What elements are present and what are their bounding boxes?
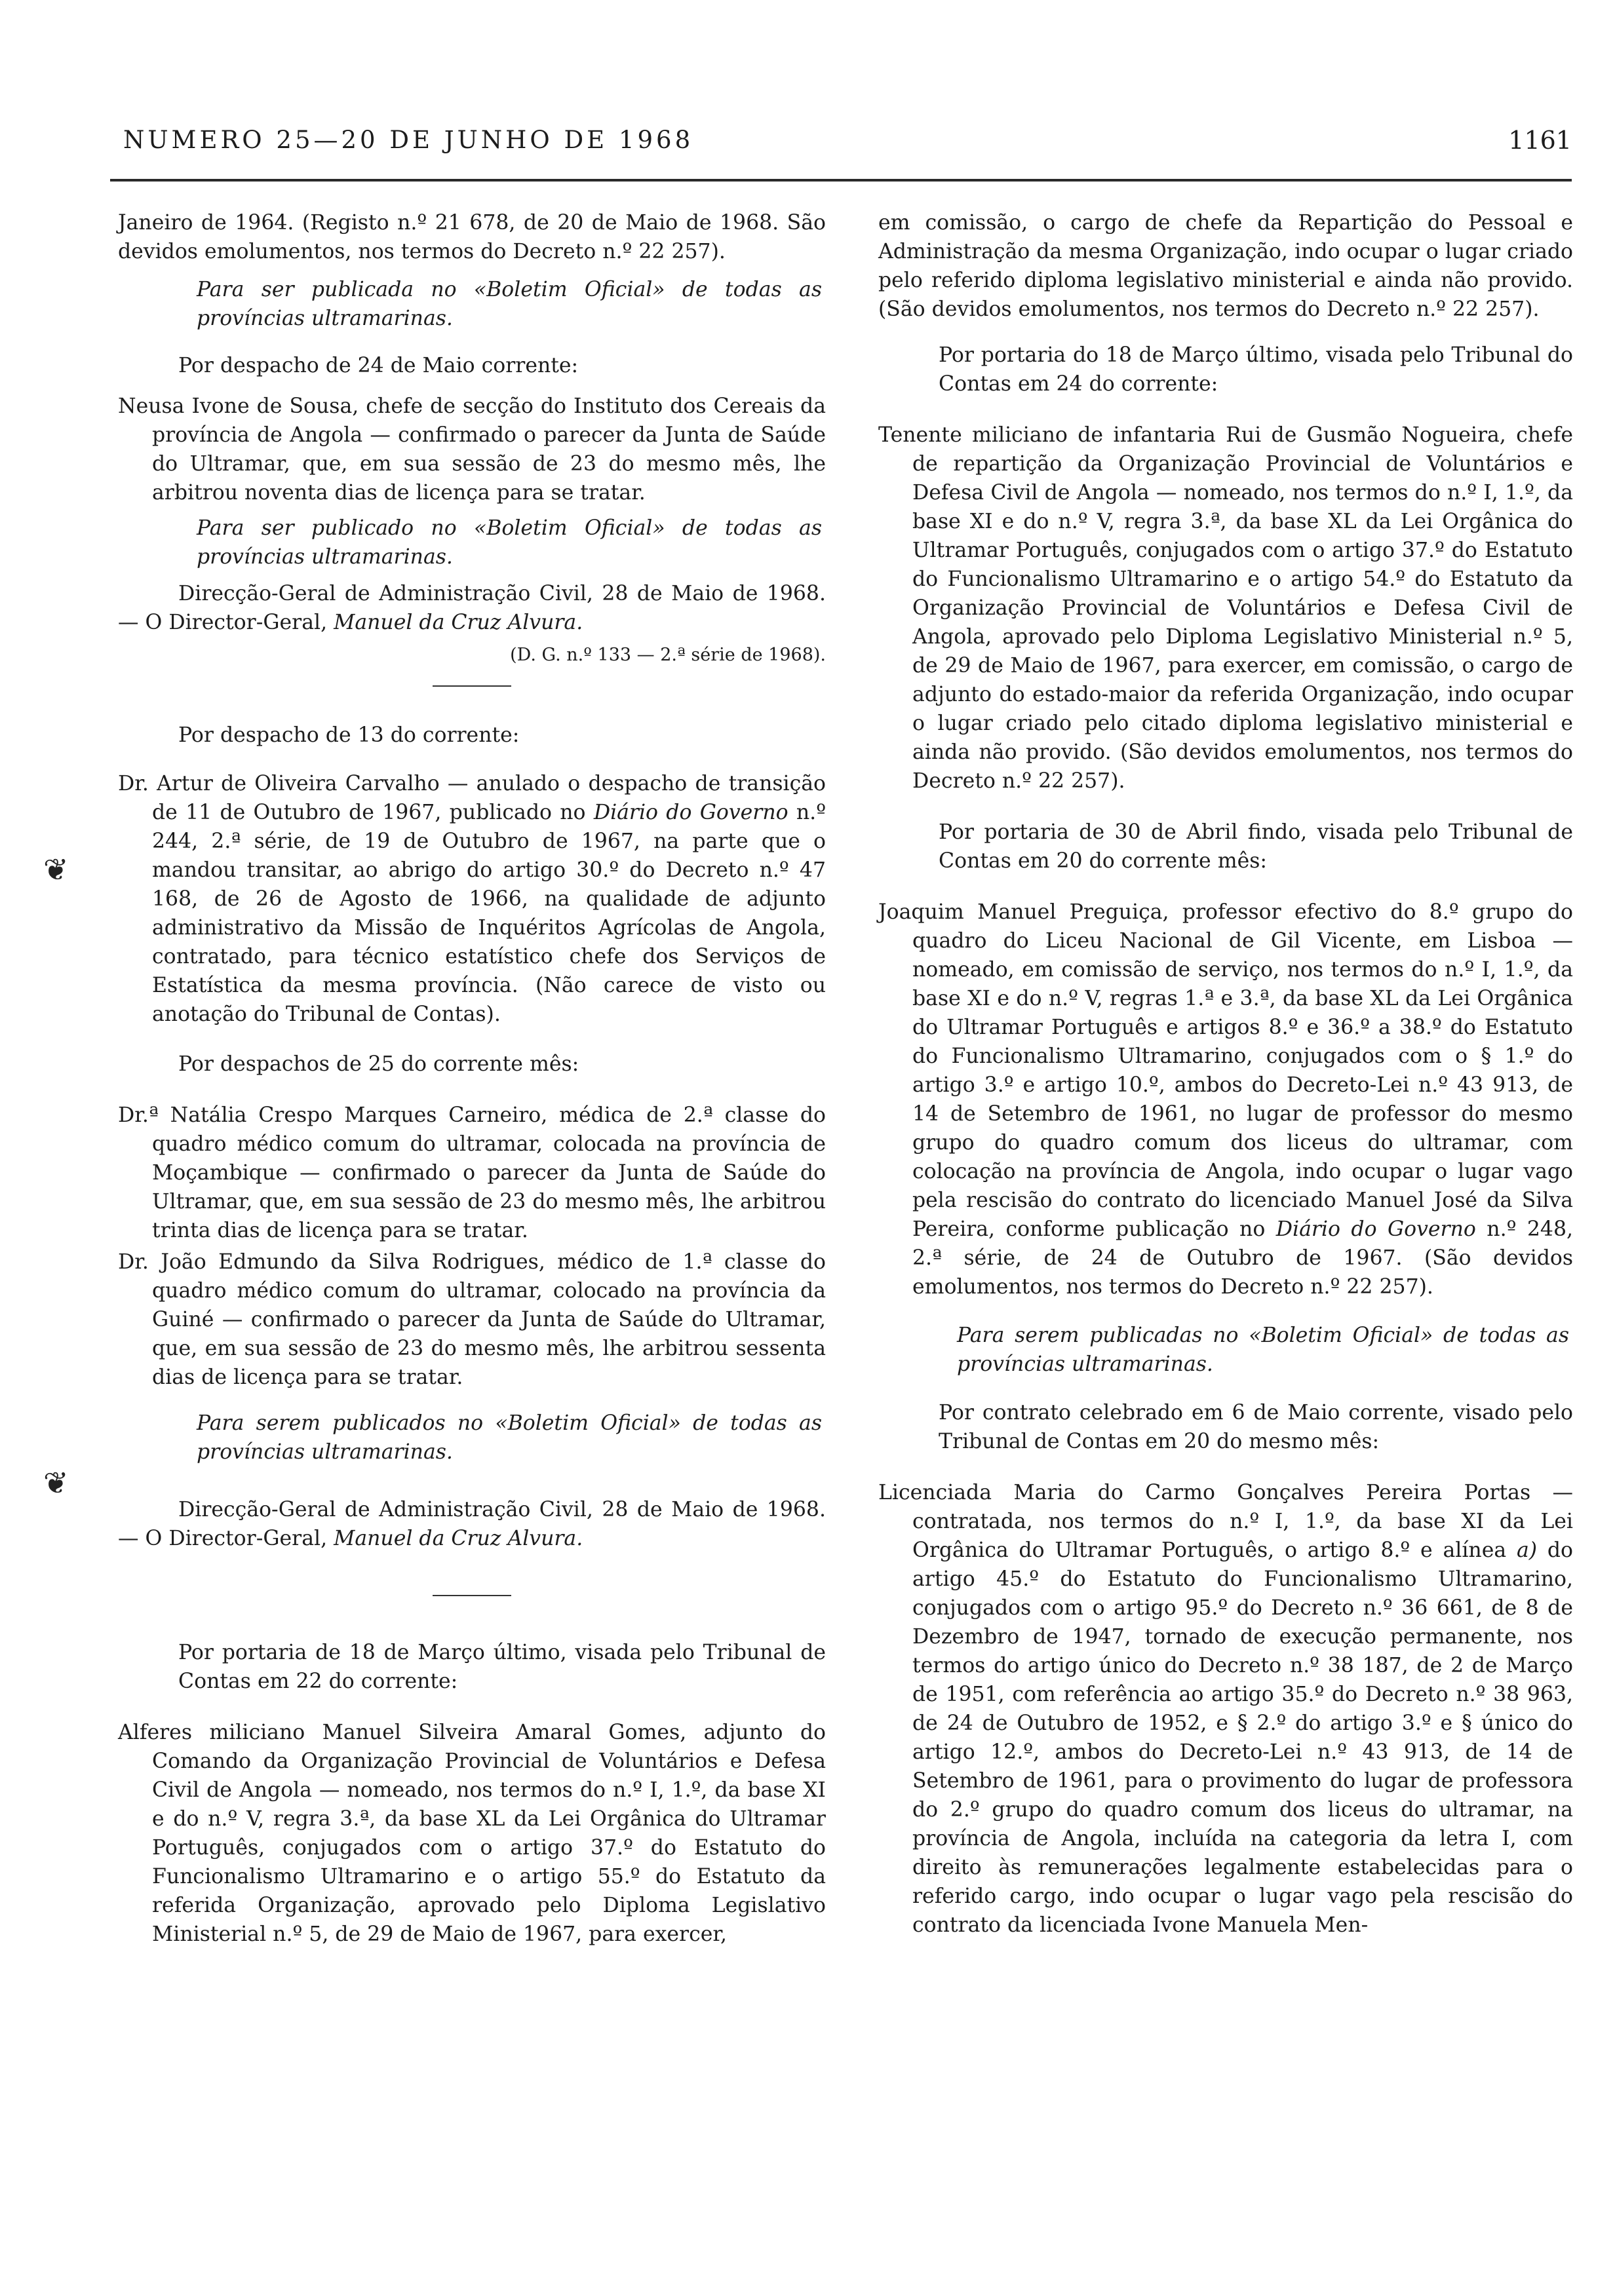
page-header: [123, 126, 1572, 165]
list-item: Alferes miliciano Manuel Silveira Amaral Gomes, adjunto do Comando da Organização Provincial de Voluntários e Defesa Civil de Angola — nomeado, nos termos do n.º I, 1.º, da base XI e do n.º V, regra 3.ª, da base XL da Lei Orgânica do Ultramar Português, conjugados com o artigo 37.º do Estatuto do Funcionalismo Ultramarino e o artigo 55.º do Estatuto da referida Organização, aprovado pelo Diploma Legislativo Ministerial n.º 5, de 29 de Maio de 1967, para exercer,: [118, 1721, 826, 1946]
contrato-intro: Por contrato celebrado em 6 de Maio corrente, visado pelo Tribunal de Contas em 20 do mesmo mês:: [939, 1401, 1573, 1453]
signature-line: Direcção-Geral de Administração Civil, 28 de Maio de 1968. — O Director-Geral, Manuel da Cruz Alvura.: [118, 582, 826, 634]
list-item: Dr. João Edmundo da Silva Rodrigues, médico de 1.ª classe do quadro médico comum do ultramar, colocado na província da Guiné — confirmado o parecer da Junta de Saúde do Ultramar, que, em sua sessão de 23 do mesmo mês, lhe arbitrou sessenta dias de licença para se tratar.: [118, 1250, 826, 1389]
paragraph: em comissão, o cargo de chefe da Repartição do Pessoal e Administração da mesma Organização, indo ocupar o lugar criado pelo referido diploma legislativo ministerial e ainda não provido. (São devidos emolumentos, nos termos do Decreto n.º 22 257).: [878, 211, 1573, 321]
publication-note: Para ser publicado no «Boletim Oficial» de todas as províncias ultramarinas.: [197, 516, 822, 569]
left-column: [118, 208, 826, 1949]
gazette-reference: (D. G. n.º 133 — 2.ª série de 1968).: [510, 645, 826, 665]
header-rule: [110, 179, 1572, 182]
margin-mark-icon: ❦: [43, 852, 69, 887]
despacho-intro: Por despacho de 13 do corrente:: [178, 723, 520, 747]
publication-note: Para serem publicados no «Boletim Oficial» de todas as províncias ultramarinas.: [197, 1411, 822, 1464]
portaria-intro: Por portaria de 18 de Março último, visada pelo Tribunal de Contas em 22 do corrente:: [178, 1641, 826, 1693]
portaria-intro: Por portaria do 18 de Março último, visada pelo Tribunal do Contas em 24 do corrente:: [939, 343, 1573, 396]
publication-note: Para serem publicadas no «Boletim Oficial» de todas as províncias ultramarinas.: [957, 1324, 1569, 1376]
list-item: Joaquim Manuel Preguiça, professor efectivo do 8.º grupo do quadro do Liceu Nacional de Gil Vicente, em Lisboa — nomeado, em comissão de serviço, nos termos do n.º I, 1.º, da base XI e do n.º V, regras 1.ª e 3.ª, da base XL da Lei Orgânica do Ultramar Português e artigos 8.º e 36.º a 38.º do Estatuto do Funcionalismo Ultramarino, conjugados com o § 1.º do artigo 3.º e artigo 10.º, ambos do Decreto-Lei n.º 43 913, de 14 de Setembro de 1961, no lugar de professor do mesmo grupo do quadro comum dos liceus do ultramar, com colocação na província de Angola, indo ocupar o lugar vago pela rescisão do contrato do licenciado Manuel José da Silva Pereira, conforme publicação no Diário do Governo n.º 248, 2.ª série, de 24 de Outubro de 1967. (São devidos emolumentos, nos termos do Decreto n.º 22 257).: [878, 900, 1573, 1299]
list-item: Tenente miliciano de infantaria Rui de Gusmão Nogueira, chefe de repartição da Organização Provincial de Voluntários e Defesa Civil de Angola — nomeado, nos termos do n.º I, 1.º, da base XI e do n.º V, regra 3.ª, da base XL da Lei Orgânica do Ultramar Português, conjugados com o artigo 37.º do Estatuto do Funcionalismo Ultramarino e o artigo 54.º do Estatuto da Organização Provincial de Voluntários e Defesa Civil de Angola, aprovado pelo Diploma Legislativo Ministerial n.º 5, de 29 de Maio de 1967, para exercer, em comissão, o cargo de adjunto do estado-maior da referida Organização, indo ocupar o lugar criado pelo citado diploma legislativo ministerial e ainda não provido. (São devidos emolumentos, nos termos do Decreto n.º 22 257).: [878, 423, 1573, 793]
despacho-intro: Por despacho de 24 de Maio corrente:: [178, 354, 579, 377]
right-column: [878, 208, 1573, 1940]
margin-mark-icon: ❦: [43, 1465, 69, 1501]
header-title: NUMERO 25—20 DE JUNHO DE 1968: [123, 126, 694, 154]
list-item: Licenciada Maria do Carmo Gonçalves Pereira Portas — contratada, nos termos do n.º I, 1.º, da base XI da Lei Orgânica do Ultramar Português, o artigo 8.º e alínea a) do artigo 45.º do Estatuto do Funcionalismo Ultramarino, conjugados com o artigo 95.º do Decreto n.º 36 661, de 8 de Dezembro de 1947, tornado de execução permanente, nos termos do artigo único do Decreto n.º 38 187, de 2 de Março de 1951, com referência ao artigo 35.º do Decreto n.º 38 963, de 24 de Outubro de 1952, e § 2.º do artigo 3.º e § único do artigo 12.º, ambos do Decreto-Lei n.º 43 913, de 14 de Setembro de 1961, para o provimento do lugar de professora do 2.º grupo do quadro comum dos liceus do ultramar, na província de Angola, incluída na categoria da letra I, com direito às remunerações legalmente estabelecidas para o referido cargo, indo ocupar o lugar vago pela rescisão do contrato da licenciada Ivone Manuela Men-: [878, 1481, 1573, 1937]
signature-line: Direcção-Geral de Administração Civil, 28 de Maio de 1968. — O Director-Geral, Manuel da Cruz Alvura.: [118, 1498, 826, 1550]
list-item: Neusa Ivone de Sousa, chefe de secção do Instituto dos Cereais da província de Angola — confirmado o parecer da Junta de Saúde do Ultramar, que, em sua sessão de 23 do mesmo mês, lhe arbitrou noventa dias de licença para se tratar.: [118, 394, 826, 505]
paragraph: Janeiro de 1964. (Registo n.º 21 678, de 20 de Maio de 1968. São devidos emolumentos, nos termos do Decreto n.º 22 257).: [118, 211, 826, 263]
list-item: Dr. Artur de Oliveira Carvalho — anulado o despacho de transição de 11 de Outubro de 1967, publicado no Diário do Governo n.º 244, 2.ª série, de 19 de Outubro de 1967, na parte que o mandou transitar, ao abrigo do artigo 30.º do Decreto n.º 47 168, de 26 de Agosto de 1966, na qualidade de adjunto administrativo da Missão de Inquéritos Agrícolas de Angola, contratado, para técnico estatístico chefe dos Serviços de Estatística da mesma província. (Não carece de visto ou anotação do Tribunal de Contas).: [118, 772, 827, 1026]
list-item: Dr.ª Natália Crespo Marques Carneiro, médica de 2.ª classe do quadro médico comum do ultramar, colocada na província de Moçambique — confirmado o parecer da Junta de Saúde do Ultramar, que, em sua sessão de 23 do mesmo mês, lhe arbitrou trinta dias de licença para se tratar.: [118, 1103, 826, 1242]
page-number: 1161: [1508, 126, 1572, 155]
portaria-intro: Por portaria de 30 de Abril findo, visada pelo Tribunal de Contas em 20 do corrente mês:: [939, 820, 1573, 873]
publication-note: Para ser publicada no «Boletim Oficial» de todas as províncias ultramarinas.: [197, 278, 822, 330]
despacho-intro: Por despachos de 25 do corrente mês:: [178, 1052, 579, 1076]
